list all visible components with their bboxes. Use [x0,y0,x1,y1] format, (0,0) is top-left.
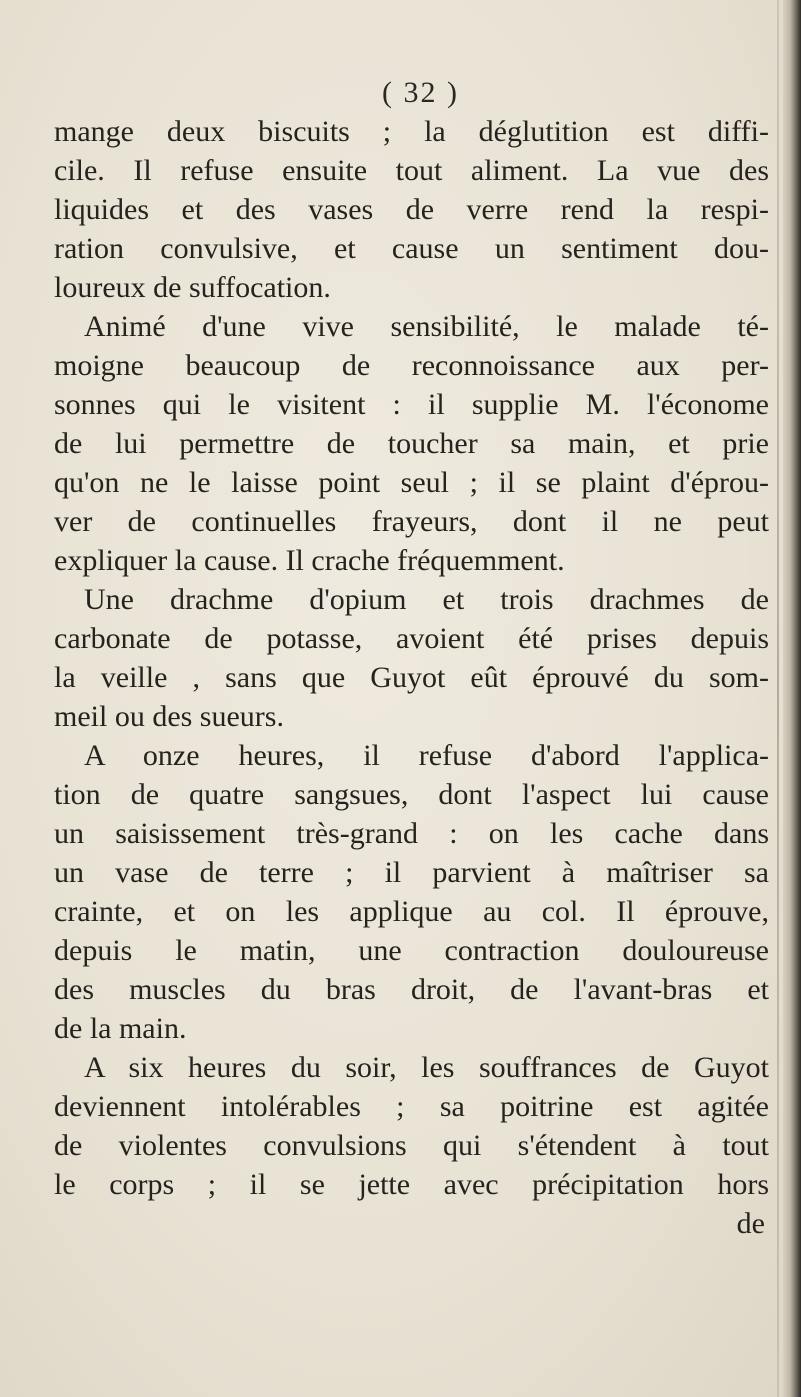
book-spine-shadow [783,0,801,1397]
text-line: un vase de terre ; il parvient à maîtriser sa [54,856,769,889]
text-line: expliquer la cause. Il crache fréquemment. [54,544,565,577]
text-line: ration convulsive, et cause un sentiment dou- [54,232,769,265]
text-line: sonnes qui le visitent : il supplie M. l'économe [54,388,769,421]
body-text [54,112,769,1243]
text-line: de violentes convulsions qui s'étendent à tout [54,1129,769,1162]
page-edge-shadow [777,0,779,1397]
text-line: de lui permettre de toucher sa main, et prie [54,427,769,460]
text-line: loureux de suffocation. [54,271,331,304]
text-line: meil ou des sueurs. [54,700,284,733]
text-line: depuis le matin, une contraction douloureuse [54,934,769,967]
paragraph-start-line: A six heures du soir, les souffrances de Guyot [84,1051,769,1084]
text-line: cile. Il refuse ensuite tout aliment. La vue des [54,154,769,187]
text-line: de la main. [54,1012,187,1045]
text-line: liquides et des vases de verre rend la respi- [54,193,769,226]
text-line: moigne beaucoup de reconnoissance aux per- [54,349,769,382]
page-number: ( 32 ) [382,76,459,109]
text-line: mange deux biscuits ; la déglutition est diffi- [54,115,769,148]
paragraph-start-line: A onze heures, il refuse d'abord l'applica- [84,739,769,772]
text-line: des muscles du bras droit, de l'avant-bras et [54,973,769,1006]
text-line: qu'on ne le laisse point seul ; il se plaint d'éprou- [54,466,769,499]
paragraph-start-line: Une drachme d'opium et trois drachmes de [84,583,769,616]
catchword: de [736,1207,765,1240]
text-line: ver de continuelles frayeurs, dont il ne peut [54,505,769,538]
text-line: un saisissement très-grand : on les cache dans [54,817,769,850]
text-line: tion de quatre sangsues, dont l'aspect lui cause [54,778,769,811]
text-line: la veille , sans que Guyot eût éprouvé du som- [54,661,769,694]
text-line: crainte, et on les applique au col. Il éprouve, [54,895,769,928]
text-line: le corps ; il se jette avec précipitation hors [54,1168,769,1201]
paragraph-start-line: Animé d'une vive sensibilité, le malade té- [84,310,769,343]
text-line: carbonate de potasse, avoient été prises depuis [54,622,769,655]
text-line: deviennent intolérables ; sa poitrine est agitée [54,1090,769,1123]
